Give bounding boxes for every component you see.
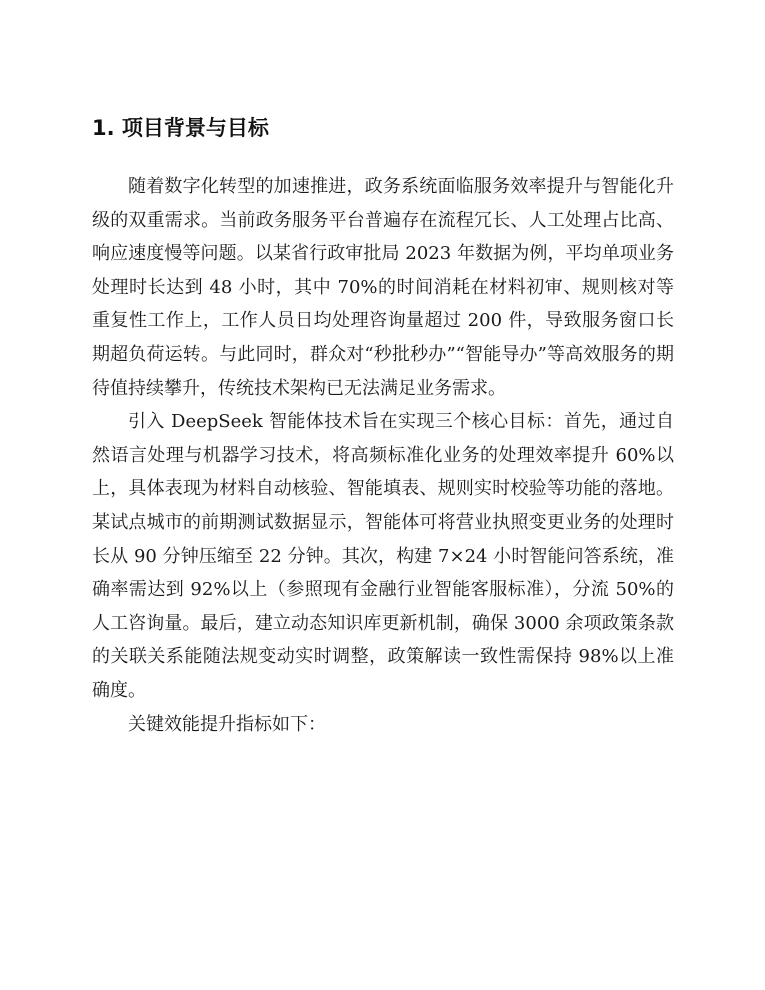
paragraph-goals: 引入 DeepSeek 智能体技术旨在实现三个核心目标：首先，通过自然语言处理与机器学习技术，将高频标准化业务的处理效率提升 60%以上，具体表现为材料自动核验、智能填表、规则实时校验等功能的落地。某试点城市的前期测试数据显示，智能体可将营业执照变更业务的处理时长从 90 分钟压缩至 22 分钟。其次，构建 7×24 小时智能问答系统，准确率需达到 92%以上（参照现有金融行业智能客服标准），分流 50%的人工咨询量。最后，建立动态知识库更新机制，确保 3000 余项政策条款的关联关系能随法规变动实时调整，政策解读一致性需保持 98%以上准确度。 xyxy=(92,411,674,701)
paragraph-metrics-intro: 关键效能提升指标如下： xyxy=(128,713,326,735)
section-heading: 1. 项目背景与目标 xyxy=(92,116,269,140)
section-body xyxy=(92,170,674,741)
paragraph-background: 随着数字化转型的加速推进，政务系统面临服务效率提升与智能化升级的双重需求。当前政务服务平台普遍存在流程冗长、人工处理占比高、响应速度慢等问题。以某省行政审批局 2023 年数据为例，平均单项业务处理时长达到 48 小时，其中 70%的时间消耗在材料初审、规则核对等重复性工作上，工作人员日均处理咨询量超过 200 件，导致服务窗口长期超负荷运转。与此同时，群众对“秒批秒办”“智能导办”等高效服务的期待值持续攀升，传统技术架构已无法满足业务需求。 xyxy=(92,176,674,399)
